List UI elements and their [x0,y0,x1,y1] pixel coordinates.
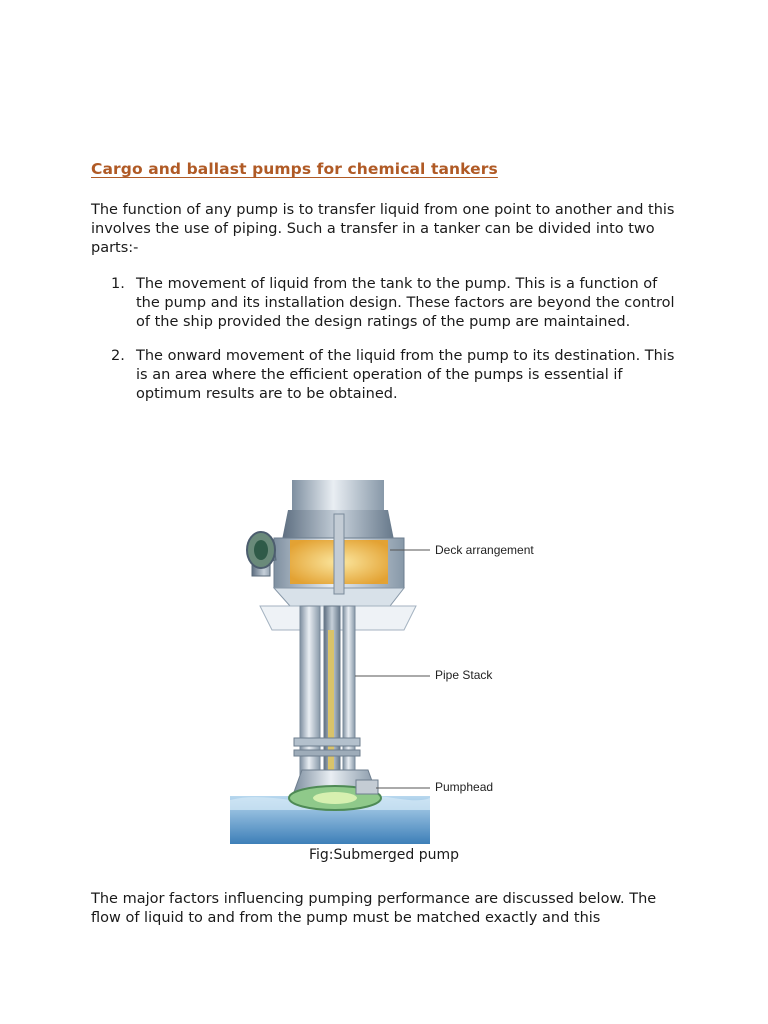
pumphead-label: Pumphead [435,780,494,794]
pipe-stack-drawing [294,606,360,780]
list-item-text: The movement of liquid from the tank to the pump. This is a function of the pump and its installation design. These factors are beyond the control of the ship provided the design ratings of the pump are maintained. [136,276,675,330]
outro-paragraph: The major factors influencing pumping performance are discussed below. The flow of liquid to and from the pump must be matched exactly and this [91,891,657,926]
intro-paragraph: The function of any pump is to transfer liquid from one point to another and this involves the use of piping. Such a transfer in a tanker can be divided into two parts:- [91,202,675,256]
list-item-text: The onward movement of the liquid from the pump to its destination. This is an area where the efficient operation of the pumps is essential if optimum results are to be obtained. [136,348,675,402]
list-item-number: 2. [111,348,125,364]
figure-caption: Fig:Submerged pump [308,847,460,863]
deck-arrangement-label: Deck arrangement [435,543,534,557]
pipe-stack-label: Pipe Stack [435,668,493,682]
list-item-number: 1. [111,276,125,292]
submerged-pump-figure [230,480,544,844]
pumphead-drawing [289,770,381,810]
submerged-pump-illustration [230,480,544,844]
list-item [91,275,681,332]
steps-list [91,275,681,404]
page-title: Cargo and ballast pumps for chemical tankers [91,160,498,178]
list-item [91,347,681,404]
